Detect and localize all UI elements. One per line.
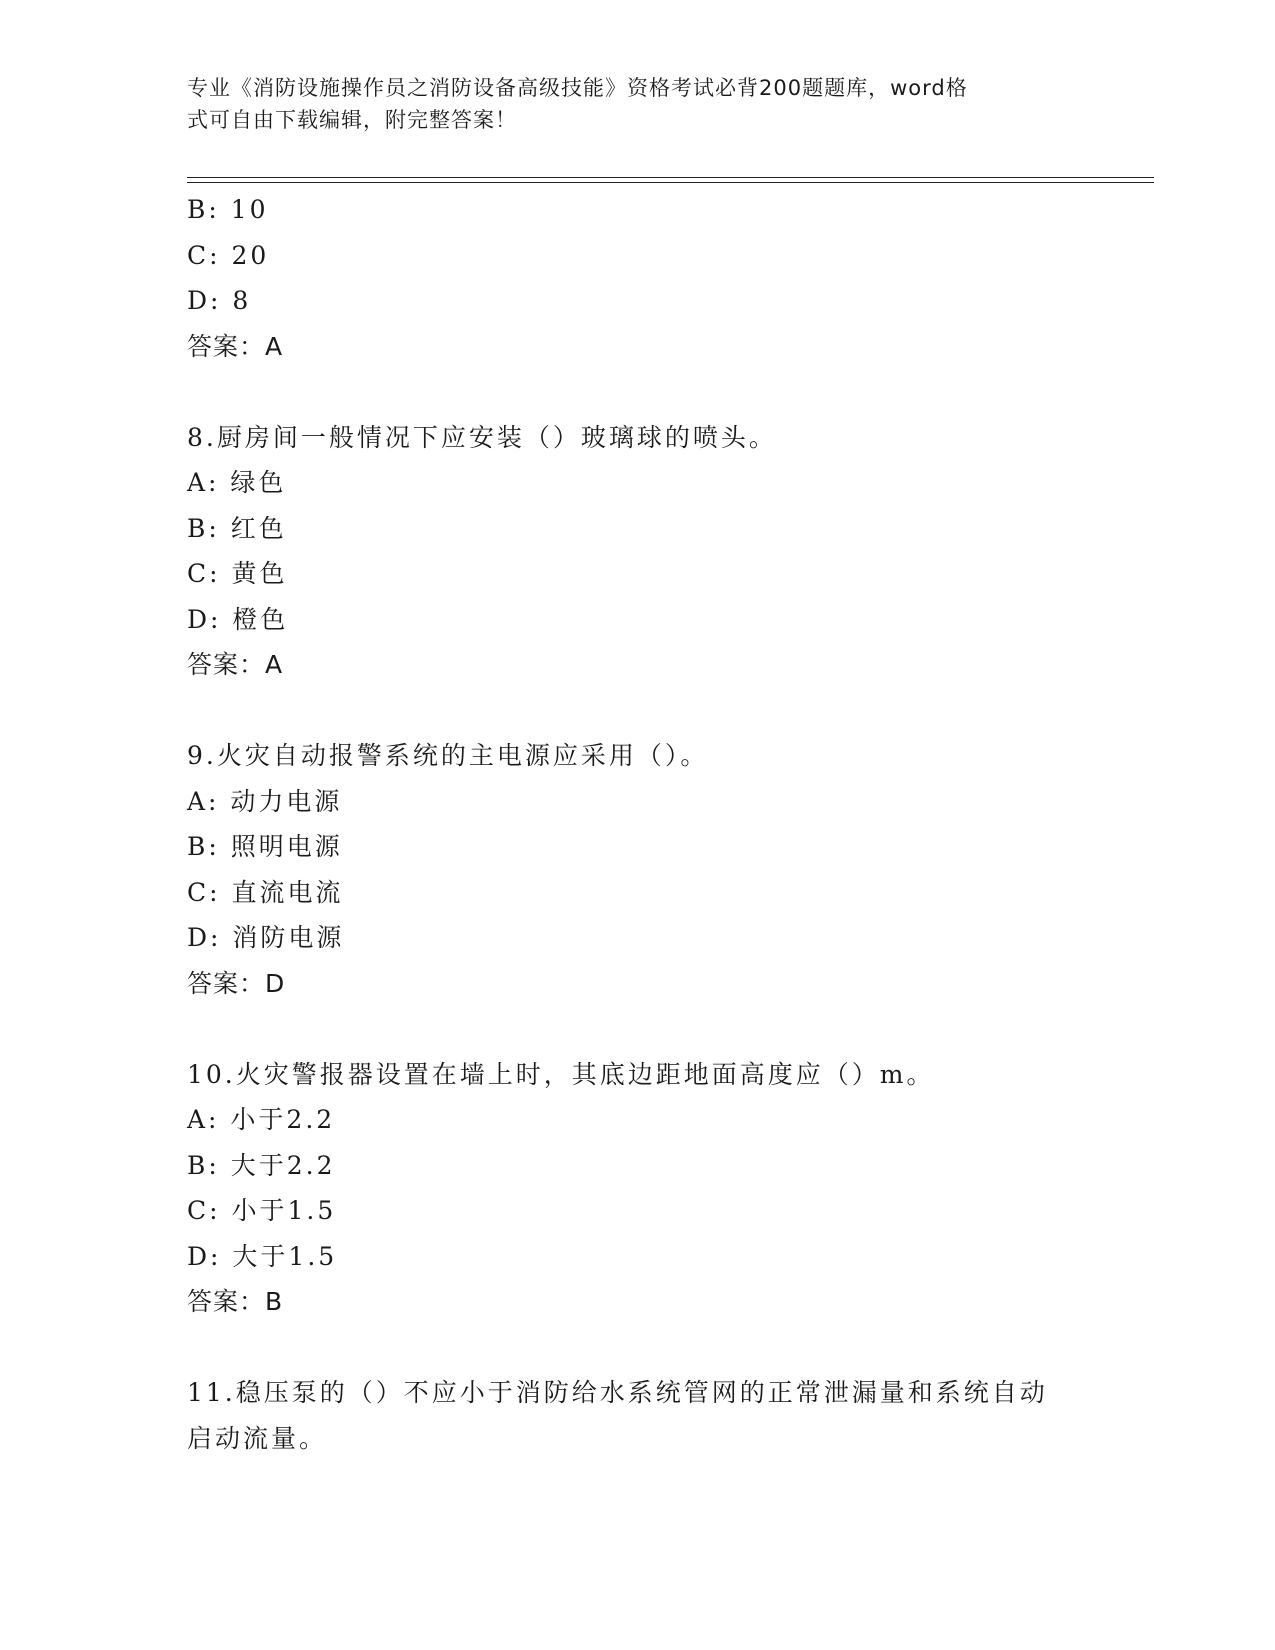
- question-stem: 9.火灾自动报警系统的主电源应采用（）。: [187, 741, 709, 770]
- question-list: [187, 187, 1087, 1461]
- question-stem-line-2: 启动流量。: [187, 1423, 328, 1453]
- option-c: C: 直流电流: [187, 877, 344, 907]
- question-11: [187, 1370, 1087, 1461]
- spacer: [187, 1006, 1087, 1052]
- option-c: C: 20: [187, 240, 270, 270]
- question-stem: 8.厨房间一般情况下应安装（）玻璃球的喷头。: [187, 422, 777, 452]
- question-partial: [187, 187, 1087, 369]
- option-c: C: 小于1.5: [187, 1196, 337, 1225]
- option-d: D: 消防电源: [187, 923, 345, 952]
- header-rule-bottom: [187, 182, 1154, 183]
- option-d: D: 橙色: [187, 604, 289, 634]
- option-a: A: 动力电源: [187, 786, 343, 816]
- option-b: B: 照明电源: [187, 832, 343, 861]
- header-rule-top: [187, 177, 1154, 178]
- answer-line: 答案：A: [187, 331, 284, 361]
- question-stem-line-1: 11.稳压泵的（）不应小于消防给水系统管网的正常泄漏量和系统自动: [187, 1378, 1048, 1407]
- document-header: [187, 72, 1067, 136]
- question-stem: 10.火灾警报器设置在墙上时，其底边距地面高度应（）m。: [187, 1059, 935, 1089]
- option-d: D: 大于1.5: [187, 1241, 338, 1271]
- answer-line: 答案：D: [187, 968, 286, 998]
- question-8: [187, 415, 1087, 688]
- answer-line: 答案：B: [187, 1287, 284, 1316]
- spacer: [187, 369, 1087, 415]
- option-a: A: 小于2.2: [187, 1105, 336, 1134]
- option-b: B: 红色: [187, 513, 287, 543]
- option-c: C: 黄色: [187, 559, 288, 588]
- header-line-1: 专业《消防设施操作员之消防设备高级技能》资格考试必背200题题库，word格: [187, 76, 968, 100]
- answer-line: 答案：A: [187, 650, 284, 679]
- option-d: D: 8: [187, 286, 252, 315]
- option-b: B: 大于2.2: [187, 1150, 336, 1180]
- question-9: [187, 733, 1087, 1006]
- question-10: [187, 1052, 1087, 1325]
- option-a: A: 绿色: [187, 468, 287, 497]
- header-line-2: 式可自由下载编辑，附完整答案！: [187, 108, 517, 132]
- spacer: [187, 688, 1087, 734]
- option-b: B: 10: [187, 195, 269, 224]
- spacer: [187, 1325, 1087, 1371]
